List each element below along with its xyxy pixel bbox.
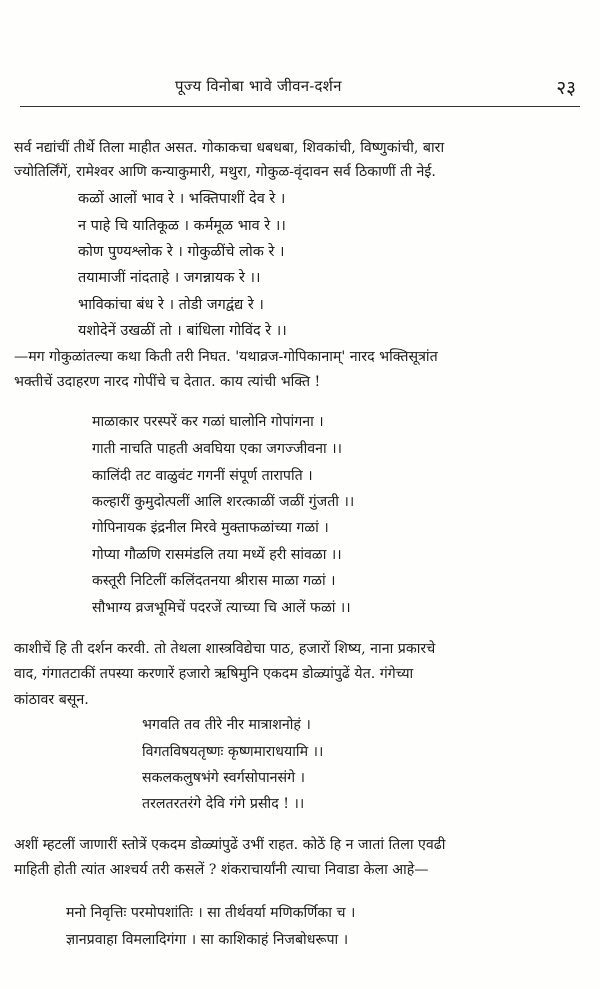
verse-line: गोपिनायक इंद्रनील मिरवे मुक्ताफळांच्या गळां ।	[92, 520, 329, 536]
paragraph-line: भक्तीचें उदाहरण नारद गोपींचे च देतात. काय त्यांची भक्ति !	[14, 374, 321, 390]
verse-line: न पाहे चि यातिकूळ । कर्ममूळ भाव रे ।।	[78, 218, 286, 234]
verse-line: कस्तूरी निटिलीं कलिंदतनया श्रीरास माळा गळां ।	[92, 573, 336, 589]
verse-line: कोण पुण्यश्लोक रे । गोकुळींचे लोक रे ।	[78, 244, 285, 260]
paragraph-line: सर्व नद्यांचीं तीर्थे तिला माहीत असत. गोकाकचा धबधबा, शिवकांची, विष्णुकांची, बारा	[14, 140, 445, 156]
running-header	[0, 74, 600, 104]
paragraph-line: कांठावर बसून.	[14, 692, 89, 708]
verse-line: गोप्या गौळणि रासमंडलि तया मध्यें हरी सांवळा ।।	[92, 547, 342, 563]
verse-line: सकलकलुषभंगे स्वर्गसोपानसंगे ।	[142, 770, 306, 786]
header-title: पूज्य विनोबा भावे जीवन-दर्शन	[175, 77, 342, 95]
paragraph-line: —मग गोकुळांतल्या कथा किती तरी निघत. 'यथाव्रज-गोपिकानाम्' नारद भक्तिसूत्रांत	[14, 349, 438, 365]
paragraph-line: ज्योतिर्लिंगें, रामेश्वर आणि कन्याकुमारी, मथुरा, गोकुळ-वृंदावन सर्व ठिकाणीं ती नेई.	[14, 164, 436, 180]
header-rule	[20, 106, 580, 107]
verse-line: भगवति तव तीरे नीर मात्राशनोहं ।	[142, 717, 311, 733]
verse-line: सौभाग्य व्रजभूमिचें पदरजें त्याच्या चि आलें फळां ।।	[92, 600, 351, 616]
verse-line: मनो निवृत्तिः परमोपशांतिः । सा तीर्थवर्या मणिकर्णिका च ।	[66, 905, 356, 921]
verse-line: कालिंदी तट वाळुवंट गगनीं संपूर्ण तारापति ।	[92, 468, 313, 484]
verse-line: विगतविषयतृष्णः कृष्णमाराधयामि ।।	[142, 744, 324, 760]
verse-line: गाती नाचति पाहती अवघिया एका जगज्जीवना ।।	[92, 441, 342, 457]
verse-line: तयामाजीं नांदताहे । जगन्नायक रे ।।	[78, 270, 261, 286]
verse-line: कळों आलों भाव रे । भक्तिपाशीं देव रे ।	[78, 191, 286, 207]
verse-line: भाविकांचा बंध रे । तोडी जगद्वंद्य रे ।	[78, 297, 264, 313]
page-number: २३	[556, 77, 576, 99]
verse-line: कल्हारीं कुमुदोत्पलीं आलि शरत्काळीं जळीं गुंजती ।।	[92, 494, 355, 510]
paragraph-line: अशीं म्हटलीं जाणारीं स्तोत्रें एकदम डोळ्यांपुढें उभीं राहत. कोठें हि न जातां तिला एवढी	[14, 837, 446, 853]
verse-line: यशोदेनें उखळीं तो । बांधिला गोविंद रे ।।	[78, 323, 287, 339]
paragraph-line: वाद, गंगातटाकीं तपस्या करणारें हजारो ऋषिमुनि एकदम डोळ्यांपुढें येत. गंगेच्या	[14, 666, 414, 682]
paragraph-line: काशीचें हि ती दर्शन करवी. तो तेथला शास्त्रविद्येचा पाठ, हजारों शिष्य, नाना प्रकारचे	[14, 641, 436, 657]
paragraph-line: माहिती होती त्यांत आश्चर्य तरी कसलें ? शंकराचार्यांनी त्याचा निवाडा केला आहे—	[14, 862, 429, 878]
verse-line: ज्ञानप्रवाहा विमलादिगंगा । सा काशिकाहं निजबोधरूपा ।	[66, 932, 349, 948]
verse-line: तरलतरतरंगे देवि गंगे प्रसीद ! ।।	[142, 796, 305, 812]
verse-line: माळाकार परस्परें कर गळां घालोनि गोपांगना ।	[92, 414, 324, 430]
